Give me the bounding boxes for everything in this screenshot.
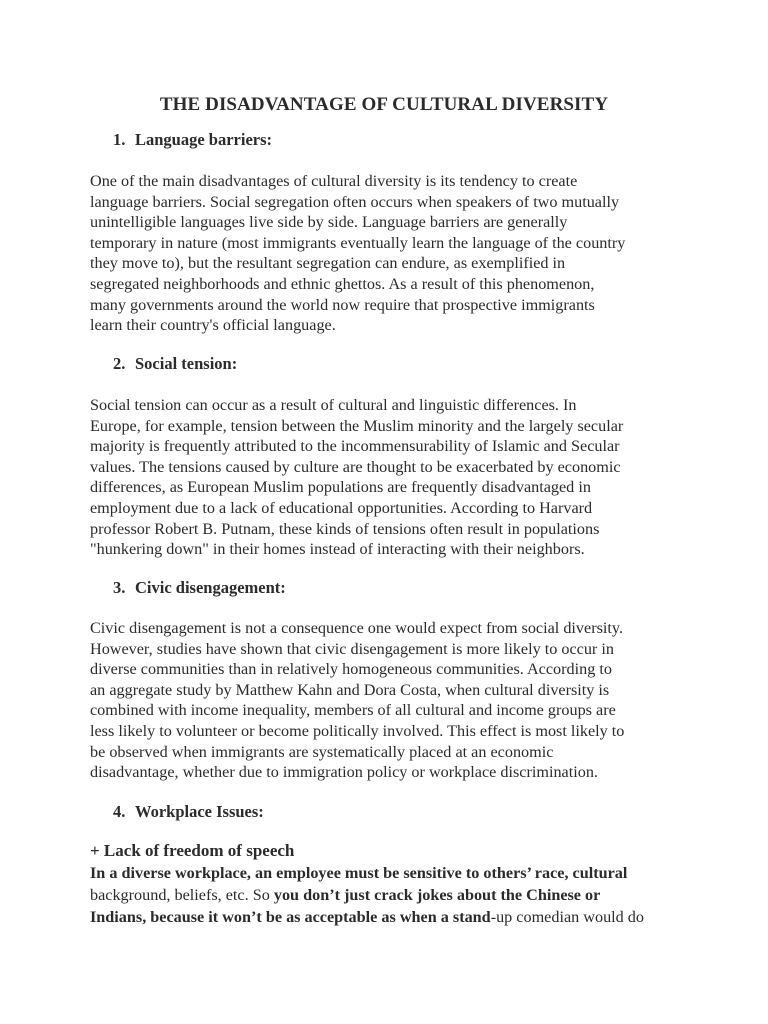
paragraph-line: However, studies have shown that civic disengagement is more likely to occur in (90, 639, 614, 658)
paragraph-line: "hunkering down" in their homes instead of interacting with their neighbors. (90, 540, 585, 559)
text-run-regular: -up comedian would do (490, 908, 644, 926)
paragraph-line: segregated neighborhoods and ethnic ghettos. As a result of this phenomenon, (90, 274, 595, 293)
paragraph-line: Civic disengagement is not a consequence one would expect from social diversity. (90, 619, 623, 637)
paragraph-line: language barriers. Social segregation often occurs when speakers of two mutually (90, 192, 620, 211)
section-paragraph-language-barriers (90, 171, 690, 336)
section-paragraph-social-tension (90, 395, 690, 560)
paragraph-line: temporary in nature (most immigrants eventually learn the language of the country (90, 233, 626, 252)
document-title: THE DISADVANTAGE OF CULTURAL DIVERSITY (159, 94, 609, 115)
paragraph-line-mixed (90, 884, 644, 906)
section-number: 3. (113, 578, 126, 597)
section-heading-text: Civic disengagement: (135, 578, 286, 597)
paragraph-line: differences, as European Muslim populations are frequently disadvantaged in (90, 478, 591, 497)
subheading-freedom-of-speech: + Lack of freedom of speech (90, 841, 295, 860)
section-heading-text: Social tension: (135, 354, 238, 373)
paragraph-line: employment due to a lack of educational opportunities. According to Harvard (90, 498, 593, 517)
paragraph-line: less likely to volunteer or become politically involved. This effect is most likely to (90, 721, 625, 740)
paragraph-line: professor Robert B. Putnam, these kinds of tensions often result in populations (90, 519, 600, 538)
section-heading-language-barriers (113, 129, 272, 151)
paragraph-line: learn their country's official language. (90, 316, 336, 335)
paragraph-line: an aggregate study by Matthew Kahn and Dora Costa, when cultural diversity is (90, 680, 610, 699)
section-heading-civic-disengagement (113, 577, 286, 599)
paragraph-line: be observed when immigrants are systematically placed at an economic (90, 742, 554, 761)
section-number: 1. (113, 130, 126, 149)
text-run-bold: Indians, because it won’t be as acceptable as when a stand (90, 908, 491, 926)
section-heading-text: Workplace Issues: (135, 802, 264, 821)
text-run-regular: background, beliefs, etc. So (90, 886, 274, 904)
paragraph-line: combined with income inequality, members of all cultural and income groups are (90, 701, 616, 720)
paragraph-line: diverse communities than in relatively homogeneous communities. According to (90, 660, 612, 679)
section-number: 4. (113, 802, 126, 821)
paragraph-line: Social tension can occur as a result of cultural and linguistic differences. In (90, 396, 577, 414)
paragraph-line: One of the main disadvantages of cultural diversity is its tendency to create (90, 172, 578, 190)
section-heading-workplace-issues (113, 801, 264, 823)
paragraph-line: majority is frequently attributed to the incommensurability of Islamic and Secular (90, 437, 620, 456)
paragraph-line: disadvantage, whether due to immigration policy or workplace discrimination. (90, 763, 598, 782)
paragraph-line-bold: In a diverse workplace, an employee must be sensitive to others’ race, cultural (90, 864, 628, 882)
section-heading-social-tension (113, 353, 237, 375)
paragraph-line: unintelligible languages live side by side. Language barriers are generally (90, 213, 568, 232)
text-run-bold: you don’t just crack jokes about the Chinese or (273, 886, 601, 904)
paragraph-line: Europe, for example, tension between the Muslim minority and the largely secular (90, 416, 624, 435)
paragraph-line: many governments around the world now require that prospective immigrants (90, 295, 595, 314)
section-paragraph-civic-disengagement (90, 618, 690, 783)
section-number: 2. (113, 354, 126, 373)
section-heading-text: Language barriers: (135, 130, 273, 149)
paragraph-line-mixed (90, 906, 644, 928)
paragraph-line: they move to), but the resultant segregation can endure, as exemplified in (90, 254, 566, 273)
paragraph-line: values. The tensions caused by culture are thought to be exacerbated by economic (90, 457, 621, 476)
workplace-paragraph (90, 862, 644, 928)
